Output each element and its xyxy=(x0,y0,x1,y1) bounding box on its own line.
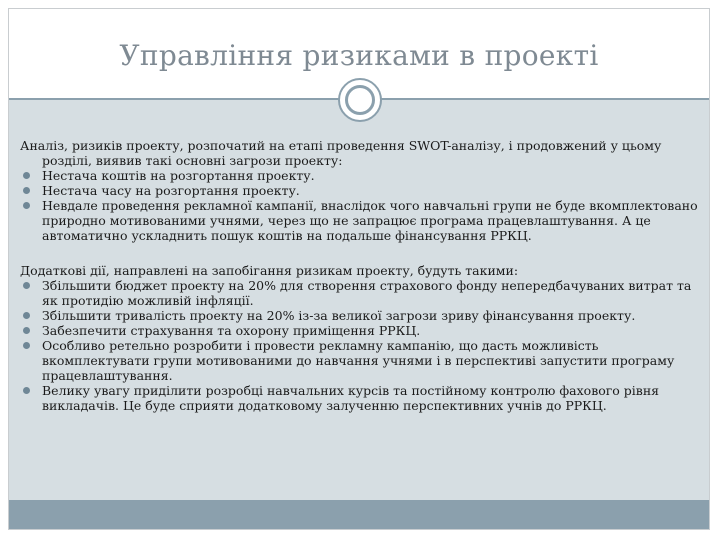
bullet-icon xyxy=(23,342,30,349)
list-item-text: Збільшити тривалість проекту на 20% із-за великої загрози зриву фінансування проекту. xyxy=(42,308,636,323)
list-item xyxy=(20,308,700,323)
list-item-text: Невдале проведення рекламної кампанії, внаслідок чого навчальні групи не буде вкомплектовано природно мотивованими учнями, через що не запрацює програма працевлаштування. А це автоматично ускладнить пошук коштів на подальше фінансування РРКЦ. xyxy=(42,198,698,243)
list-item xyxy=(20,168,700,183)
list-item-text: Велику увагу приділити розробці навчальних курсів та постійному контролю фахового рівня викладачів. Це буде сприяти додатковому залученню перспективних учнів до РРКЦ. xyxy=(42,383,660,413)
bullet-icon xyxy=(23,172,30,179)
bullet-icon xyxy=(23,282,30,289)
list-item xyxy=(20,198,700,243)
slide-title: Управління ризиками в проекті xyxy=(119,39,599,72)
bullet-icon xyxy=(23,387,30,394)
list-item-text: Особливо ретельно розробити і провести рекламну кампанію, що дасть можливість вкомплектувати групи мотивованими до навчання учнями і в перспективі запустити програму працевлаштування. xyxy=(42,338,675,383)
bottom-bar xyxy=(9,500,709,529)
list-item xyxy=(20,183,700,198)
bullet-icon xyxy=(23,327,30,334)
list-item xyxy=(20,278,700,308)
bullet-icon xyxy=(23,202,30,209)
list-item xyxy=(20,338,700,383)
risk-analysis-intro: Аналіз, ризиків проекту, розпочатий на етапі проведення SWOT-аналізу, і продовжений у цьому розділі, виявив такі основні загрози проекту: xyxy=(20,138,662,168)
bullet-icon xyxy=(23,187,30,194)
actions-intro: Додаткові дії, направлені на запобігання ризикам проекту, будуть такими: xyxy=(20,263,519,278)
list-item-text: Нестача часу на розгортання проекту. xyxy=(42,183,300,198)
circle-ornament-inner xyxy=(345,85,375,115)
slide-content xyxy=(20,138,700,413)
bullet-icon xyxy=(23,312,30,319)
list-item-text: Забезпечити страхування та охорону приміщення РРКЦ. xyxy=(42,323,421,338)
risk-list xyxy=(20,168,700,243)
list-item xyxy=(20,383,700,413)
actions-list xyxy=(20,278,700,413)
list-item-text: Збільшити бюджет проекту на 20% для створення страхового фонду непередбачуваних витрат та як протидію можливій інфляції. xyxy=(42,278,692,308)
list-item-text: Нестача коштів на розгортання проекту. xyxy=(42,168,315,183)
circle-ornament-icon xyxy=(338,78,382,122)
list-item xyxy=(20,323,700,338)
